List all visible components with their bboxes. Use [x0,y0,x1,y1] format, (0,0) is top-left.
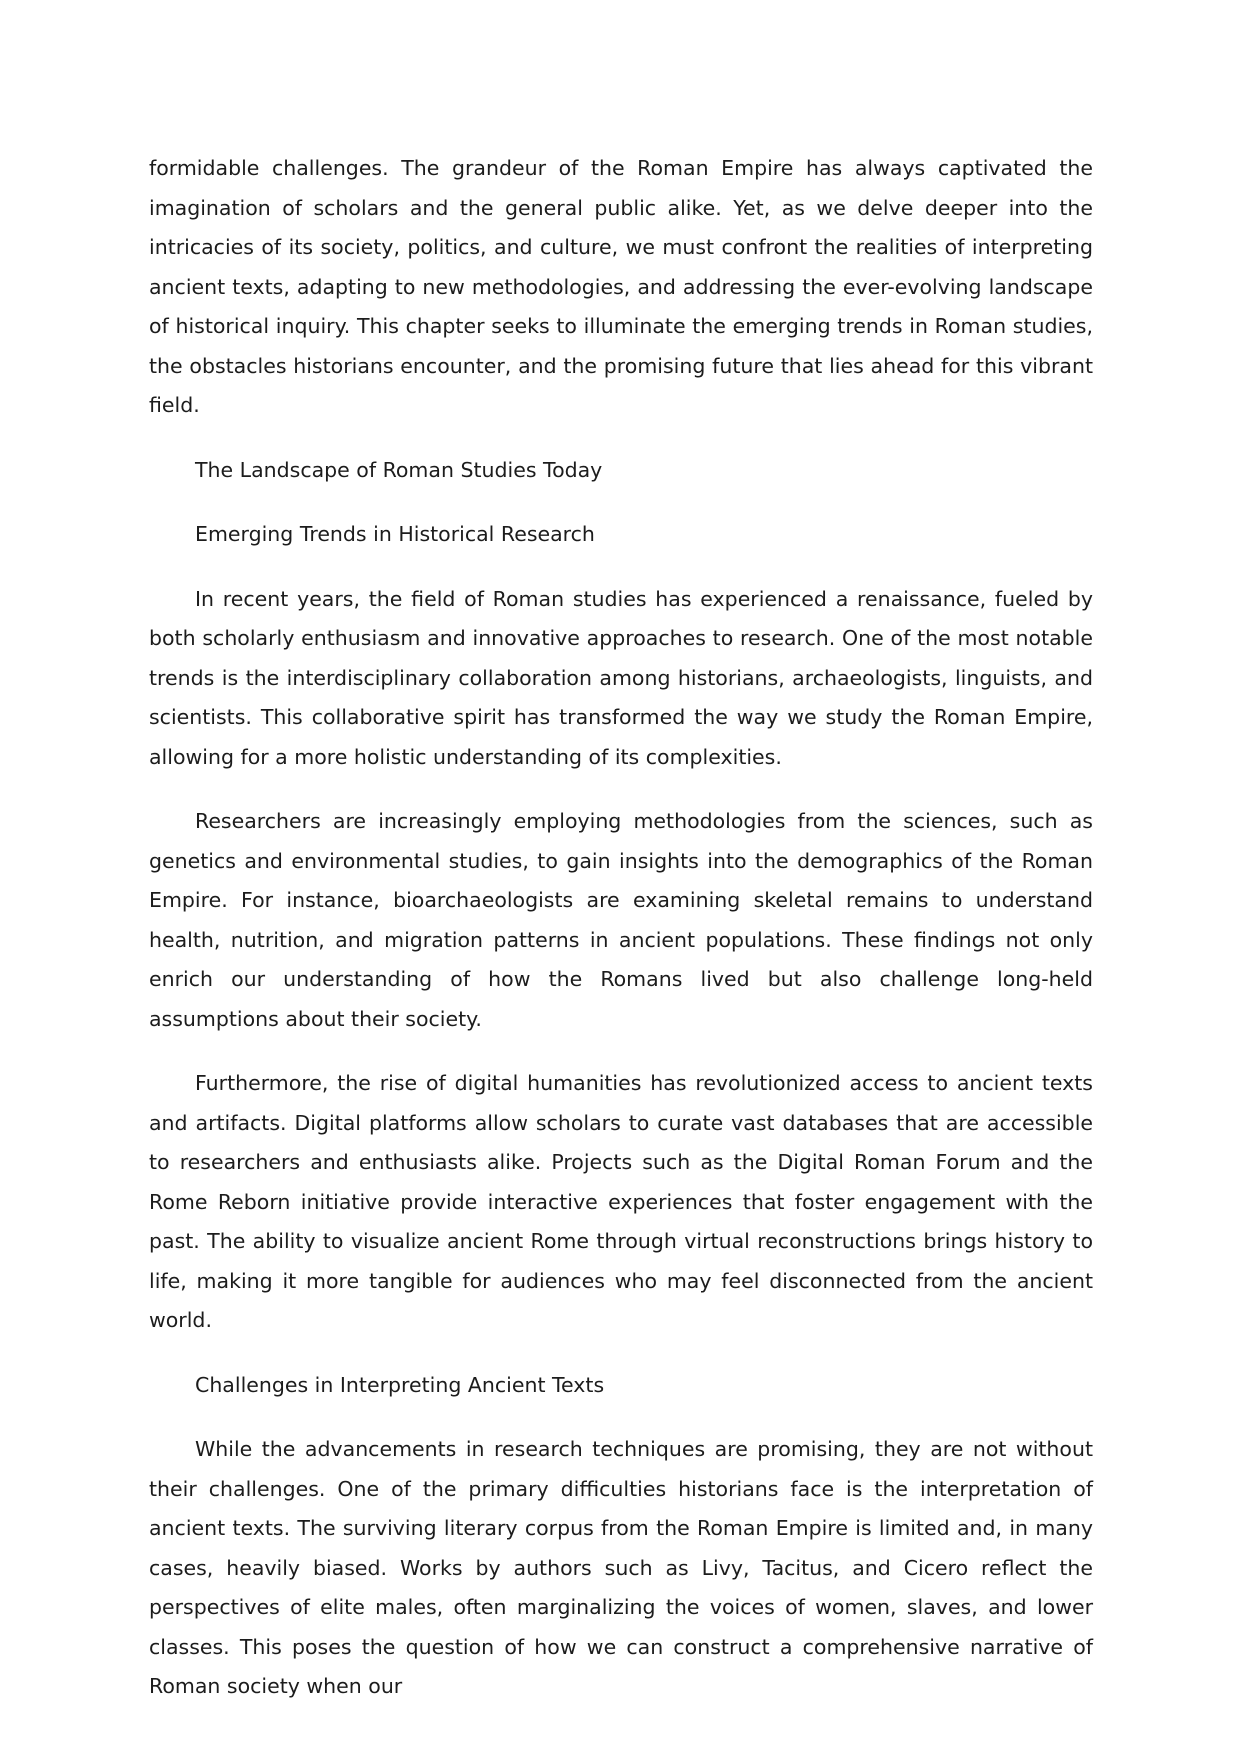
body-paragraph-renaissance: In recent years, the field of Roman studies has experienced a renaissance, fueled by both scholarly enthusiasm and innovative approaches to research. One of the most notable trends is the interdisciplinary collaboration among historians, archaeologists, linguists, and scientists. This collaborative spirit has transformed the way we study the Roman Empire, allowing for a more holistic understanding of its complexities. [149,586,1093,769]
body-paragraph-sciences: Researchers are increasingly employing methodologies from the sciences, such as genetics and environmental studies, to gain insights into the demographics of the Roman Empire. For instance, bioarchaeologists are examining skeletal remains to understand health, nutrition, and migration patterns in ancient populations. These findings not only enrich our understanding of how the Romans lived but also challenge long-held assumptions about their society. [149,809,1093,1031]
subsection-heading-challenges: Challenges in Interpreting Ancient Texts [195,1372,605,1397]
subsection-heading-emerging-trends: Emerging Trends in Historical Research [195,522,595,546]
body-paragraph-intro: formidable challenges. The grandeur of the Roman Empire has always captivated the imagination of scholars and the general public alike. Yet, as we delve deeper into the intricacies of its society, politics, and culture, we must confront the realities of interpreting ancient texts, adapting to new methodologies, and addressing the ever-evolving landscape of historical inquiry. This chapter seeks to illuminate the emerging trends in Roman studies, the obstacles historians encounter, and the promising future that lies ahead for this vibrant field. [149,156,1093,417]
body-paragraph-digital-humanities: Furthermore, the rise of digital humanities has revolutionized access to ancient texts and artifacts. Digital platforms allow scholars to curate vast databases that are accessible to researchers and enthusiasts alike. Projects such as the Digital Roman Forum and the Rome Reborn initiative provide interactive experiences that foster engagement with the past. The ability to visualize ancient Rome through virtual reconstructions brings history to life, making it more tangible for audiences who may feel disconnected from the ancient world. [149,1071,1093,1332]
body-paragraph-ancient-texts: While the advancements in research techniques are promising, they are not without their challenges. One of the primary difficulties historians face is the interpretation of ancient texts. The surviving literary corpus from the Roman Empire is limited and, in many cases, heavily biased. Works by authors such as Livy, Tacitus, and Cicero reflect the perspectives of elite males, often marginalizing the voices of women, slaves, and lower classes. This poses the question of how we can construct a comprehensive narrative of Roman society when our [149,1437,1093,1698]
page-body [149,149,1093,1707]
section-heading-landscape: The Landscape of Roman Studies Today [195,457,603,482]
